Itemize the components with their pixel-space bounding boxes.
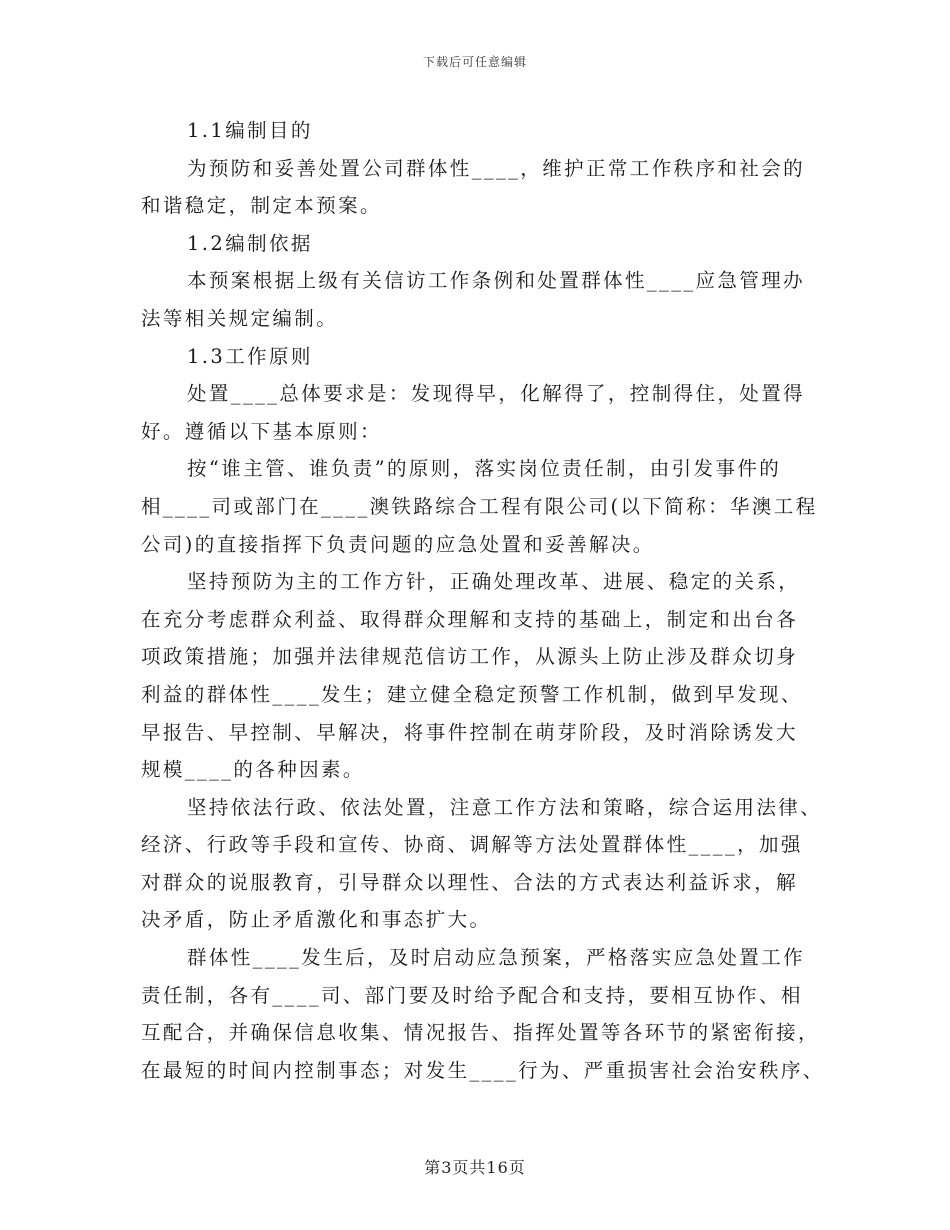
- paragraph-line: 相____司或部门在____澳铁路综合工程有限公司(以下简称：华澳工程: [141, 494, 818, 518]
- paragraph-line: 好。遵循以下基本原则：: [141, 419, 382, 443]
- paragraph-line: 为预防和妥善处置公司群体性____，维护正常工作秩序和社会的: [187, 156, 806, 180]
- section-heading-1-2: 1.2编制依据: [187, 231, 313, 255]
- section-heading-1-3: 1.3工作原则: [187, 344, 313, 368]
- paragraph-line: 项政策措施；加强并法律规范信访工作，从源头上防止涉及群众切身: [141, 645, 799, 669]
- paragraph-line: 按“谁主管、谁负责”的原则，落实岗位责任制，由引发事件的: [187, 457, 782, 481]
- paragraph-line: 决矛盾，防止矛盾激化和事态扩大。: [141, 908, 492, 932]
- paragraph-line: 对群众的说服教育，引导群众以理性、合法的方式表达利益诉求，解: [141, 870, 799, 894]
- page-number: 第3页共16页: [424, 1158, 526, 1177]
- paragraph-line: 处置____总体要求是：发现得早，化解得了，控制得住，处置得: [187, 382, 806, 406]
- paragraph-line: 经济、行政等手段和宣传、协商、调解等方法处置群体性____，加强: [141, 833, 803, 857]
- paragraph-line: 早报告、早控制、早解决，将事件控制在萌芽阶段，及时消除诱发大: [141, 720, 799, 744]
- paragraph-line: 互配合，并确保信息收集、情况报告、指挥处置等各环节的紧密衔接，: [141, 1021, 820, 1045]
- document-body: [141, 112, 825, 1089]
- section-heading-1-1: 1.1编制目的: [187, 119, 313, 142]
- paragraph-line: 坚持依法行政、依法处置，注意工作方法和策略，综合运用法律、: [187, 795, 823, 819]
- paragraph-line: 和谐稳定，制定本预案。: [141, 194, 382, 218]
- paragraph-line: 公司)的直接指挥下负责问题的应急处置和妥善解决。: [141, 532, 655, 556]
- page-header: 下载后可任意编辑: [422, 55, 527, 69]
- paragraph-line: 责任制，各有____司、部门要及时给予配合和支持，要相互协作、相: [141, 983, 803, 1007]
- paragraph-line: 在充分考虑群众利益、取得群众理解和支持的基础上，制定和出台各: [141, 607, 799, 631]
- paragraph-line: 利益的群体性____发生；建立健全稳定预警工作机制，做到早发现、: [141, 682, 803, 706]
- paragraph-line: 在最短的时间内控制事态；对发生____行为、严重损害社会治安秩序、: [141, 1058, 825, 1082]
- paragraph-line: 法等相关规定编制。: [141, 306, 339, 330]
- paragraph-line: 规模____的各种因素。: [141, 758, 365, 782]
- paragraph-line: 坚持预防为主的工作方针，正确处理改革、进展、稳定的关系，: [187, 570, 801, 594]
- paragraph-line: 本预案根据上级有关信访工作条例和处置群体性____应急管理办: [187, 269, 806, 293]
- paragraph-line: 群体性____发生后，及时启动应急预案，严格落实应急处置工作: [187, 946, 806, 970]
